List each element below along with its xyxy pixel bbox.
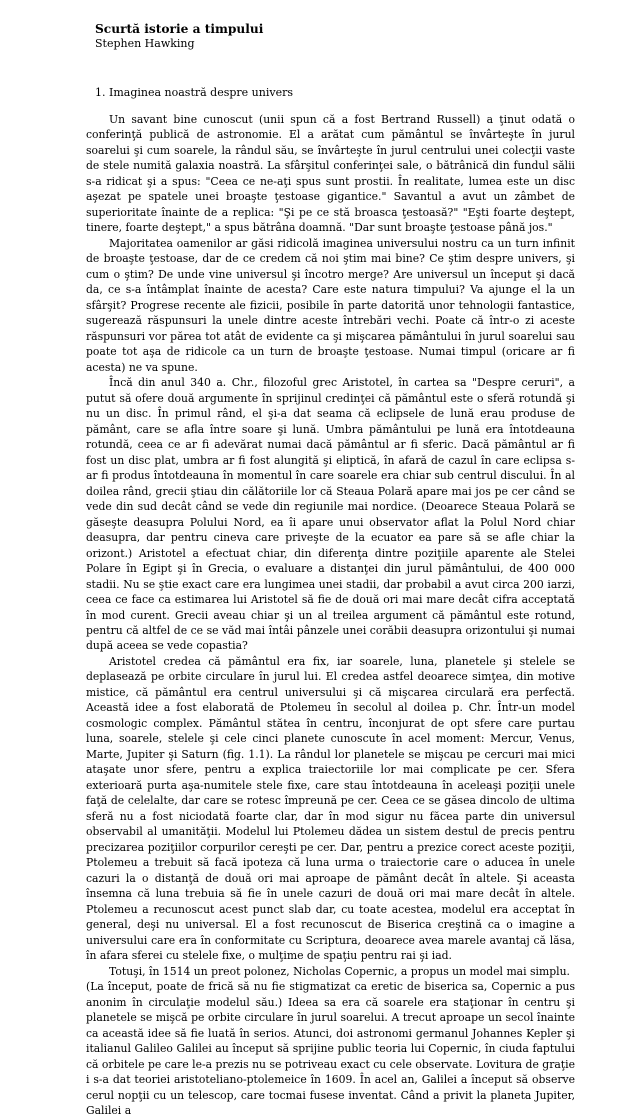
paragraph-5: Totuşi, în 1514 un preot polonez, Nicholas Copernic, a propus un model mai simplu. — [109, 964, 570, 978]
book-title: Scurtă istorie a timpului — [95, 22, 264, 36]
chapter-heading: 1. Imaginea noastră despre univers — [95, 86, 293, 99]
paragraph-6: (La început, poate de frică să nu fie stigmatizat ca eretic de biserica sa, Copernic a pus anonim în circulaţie modelul său.) Ideea sa era că soarele era staţionar în centru şi planetele se mişcă pe orbite circulare în jurul soarelui. A trecut aproape un secol înainte ca această idee să fie luată în serios. Atunci, doi astronomi germanul Johannes Kepler şi italianul Galileo Galilei au început să sprijine public teoria lui Copernic, în ciuda faptului că orbitele pe care le-a prezis nu se potriveau exact cu cele observate. Lovitura de graţie i s-a dat teoriei aristoteliano-ptolemeice în 1609. În acel an, Galilei a început să observe cerul nopţii cu un telescop, care tocmai fusese inventat. Când a privit la planeta Jupiter, Galilei a — [86, 980, 575, 1117]
paragraph-3: Încă din anul 340 a. Chr., filozoful grec Aristotel, în cartea sa "Despre ceruri", a putut să ofere două argumente în sprijinul credinţei că pământul este o sferă rotundă şi nu un disc. În primul rând, el şi-a dat seama că eclipsele de lună erau produse de pământ, care se afla între soare şi lună. Umbra pământului pe lună era întotdeauna rotundă, ceea ce ar fi adevărat numai dacă pământul ar fi sferic. Dacă pământul ar fi fost un disc plat, umbra ar fi fost alungită şi eliptică, în afară de cazul în care eclipsa s-ar fi produs întotdeauna în momentul în care soarele era chiar sub centrul discului. În al doilea rând, grecii ştiau din călătoriile lor că Steaua Polară apare mai jos pe cer când se vede din sud decât când se vede din regiunile mai nordice. (Deoarece Steaua Polară se găseşte deasupra Polului Nord, ea îi apare unui observator aflat la Polul Nord chiar deasupra, dar pentru cineva care priveşte de la ecuator ea pare să se afle chiar la orizont.) Aristotel a efectuat chiar, din diferenţa dintre poziţiile aparente ale Stelei Polare în Egipt şi în Grecia, o evaluare a distanţei din jurul pământului, de 400 000 stadii. Nu se ştie exact care era lungimea unei stadii, dar probabil a avut circa 200 iarzi, ceea ce face ca estimarea lui Aristotel să fie de două ori mai mare decât cifra acceptată în mod curent. Grecii aveau chiar şi un al treilea argument că pământul este rotund, pentru că altfel de ce se văd mai întâi pânzele unei corăbii deasupra orizontului şi numai după aceea se vede copastia? — [86, 376, 575, 653]
document-body — [86, 112, 575, 1118]
paragraph-1: Un savant bine cunoscut (unii spun că a fost Bertrand Russell) a ţinut odată o conferinţă publică de astronomie. El a arătat cum pământul se învârteşte în jurul soarelui şi cum soarele, la rândul său, se învârteşte în jurul centrului unei colecţii vaste de stele numită galaxia noastră. La sfârşitul conferinţei sale, o bătrânică din fundul sălii s-a ridicat şi a spus: "Ceea ce ne-aţi spus sunt prostii. În realitate, lumea este un disc aşezat pe spatele unei broaşte ţestoase gigantice." Savantul a avut un zâmbet de superioritate înainte de a replica: "Şi pe ce stă broasca ţestoasă?" "Eşti foarte deştept, tinere, foarte deştept," a spus bătrâna doamnă. "Dar sunt broaşte ţestoase până jos." — [86, 113, 575, 235]
paragraph-4: Aristotel credea că pământul era fix, iar soarele, luna, planetele şi stelele se deplasează pe orbite circulare în jurul lui. El credea astfel deoarece simţea, din motive mistice, că pământul era centrul universului şi că mişcarea circulară era perfectă. Această idee a fost elaborată de Ptolemeu în secolul al doilea p. Chr. Într-un model cosmologic complex. Pământul stătea în centru, înconjurat de opt sfere care purtau luna, soarele, stelele şi cele cinci planete cunoscute în acel moment: Mercur, Venus, Marte, Jupiter şi Saturn (fig. 1.1). La rândul lor planetele se mişcau pe cercuri mai mici ataşate unor sfere, pentru a explica traiectoriile lor mai complicate pe cer. Sfera exterioară purta aşa-numitele stele fixe, care stau întotdeauna în aceleaşi poziţii unele faţă de celelalte, dar care se rotesc împreună pe cer. Ceea ce se găsea dincolo de ultima sferă nu a fost niciodată foarte clar, dar în mod sigur nu făcea parte din universul observabil al umanităţii. Modelul lui Ptolemeu dădea un sistem destul de precis pentru precizarea poziţiilor corpurilor cereşti pe cer. Dar, pentru a prezice corect aceste poziţii, Ptolemeu a trebuit să facă ipoteza că luna urma o traiectorie care o aducea în unele cazuri la o distanţă de două ori mai aproape de pământ decât în altele. Şi aceasta însemna că luna trebuia să fie în unele cazuri de două ori mai mare decât în altele. Ptolemeu a recunoscut acest punct slab dar, cu toate acestea, modelul era acceptat în general, deşi nu universal. El a fost recunoscut de Biserica creştină ca o imagine a universului care era în conformitate cu Scriptura, deoarece avea marele avantaj că lăsa, în afara sferei cu stelele fixe, o mulţime de spaţiu pentru rai şi iad. — [86, 654, 575, 963]
book-author: Stephen Hawking — [95, 37, 195, 50]
paragraph-2: Majoritatea oamenilor ar găsi ridicolă imaginea universului nostru ca un turn infinit de broaşte ţestoase, dar de ce credem că noi ştim mai bine? Ce ştim despre univers, şi cum o ştim? De unde vine universul şi încotro merge? Are universul un început şi dacă da, ce s-a întâmplat înainte de acesta? Care este natura timpului? Va ajunge el la un sfârşit? Progrese recente ale fizicii, posibile în parte datorită unor tehnologii fantastice, sugerează răspunsuri la unele dintre aceste întrebări vechi. Poate că într-o zi aceste răspunsuri vor părea tot atât de evidente ca şi mişcarea pământului în jurul soarelui sau poate tot aşa de ridicole ca un turn de broaşte ţestoase. Numai timpul (oricare ar fi acesta) ne va spune. — [86, 236, 575, 374]
